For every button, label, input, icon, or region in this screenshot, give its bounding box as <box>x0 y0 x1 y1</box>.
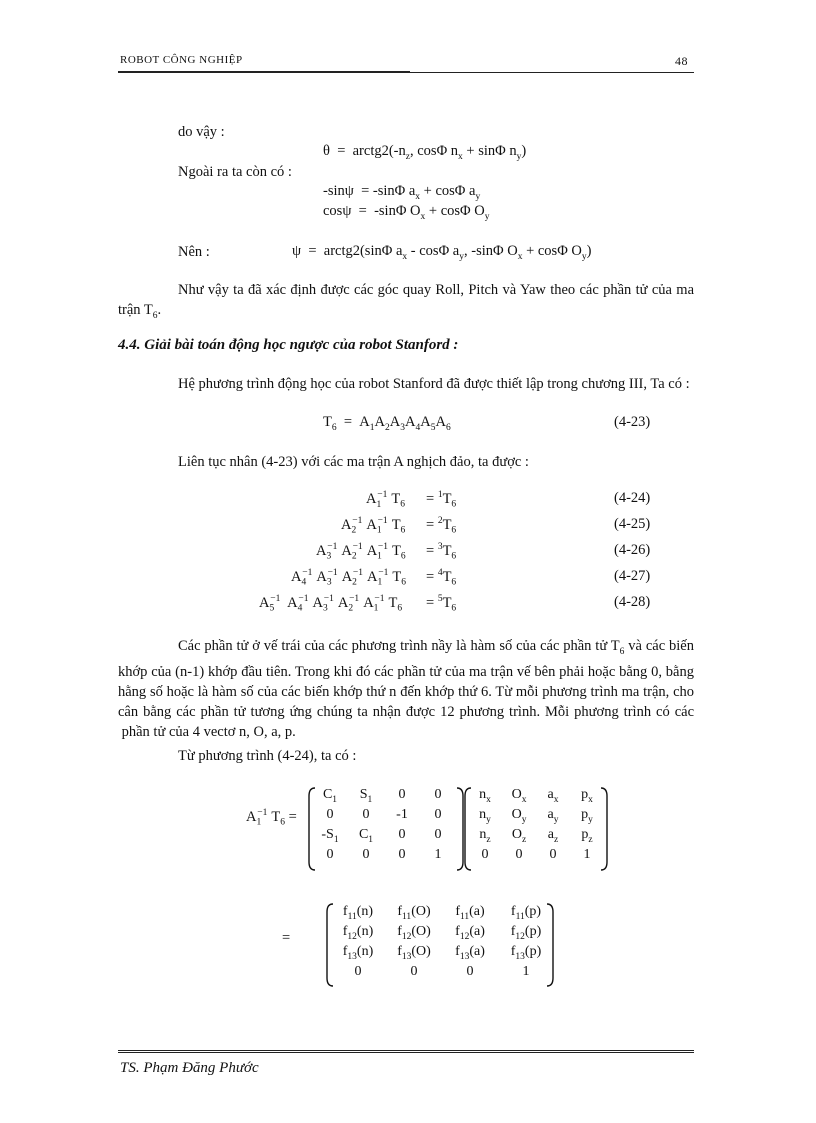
matrix-t-cell: $n_z$ <box>479 827 491 845</box>
matrix-f-cell: 0 <box>466 964 474 979</box>
matrix-t-cell: 0 <box>515 847 523 862</box>
matrix-a-cell: -1 <box>396 807 408 822</box>
matrix-t-cell: 0 <box>481 847 489 862</box>
equation-4-25-rhs: = $^2T_6$ <box>426 516 457 536</box>
matrix-f-cell: $f_{11}(p)$ <box>510 904 542 922</box>
equation-psi: ψ = arctg2(sinΦ $a_x$ - cosΦ $a_y$, -sinΦ $O_x + \cos\Phi$ $O_y$) <box>292 243 592 262</box>
paragraph-stanford: Hệ phương trình động học của robot Stanford đã được thiết lập trong chương III, Ta có : <box>178 376 690 392</box>
matrix-t-cell: $a_z$ <box>547 827 559 845</box>
matrix-a-cell: 0 <box>434 807 442 822</box>
matrix-a-cell: $S_1$ <box>359 787 373 805</box>
matrix-t-cell: 1 <box>583 847 591 862</box>
matrix-t-cell: $O_z$ <box>511 827 527 845</box>
matrix-a-cell: 0 <box>362 807 370 822</box>
equation-theta <box>323 143 526 162</box>
section-heading: 4.4. Giải bài toán động học ngược của robot Stanford : <box>118 337 459 353</box>
matrix-f-cell: $f_{12}(p)$ <box>510 924 542 942</box>
equation-4-28-lhs: $A_5^{-1}$ $A_4^{-1}$ $A_3^{-1}$ $A_2^{-1}$ $A_1^{-1}$ $T_6$ <box>259 594 403 614</box>
equation-t6: $T_6 = A_1A_2A_3A_4A_5A_6$ <box>323 414 451 433</box>
matrix-t-cell: $a_x$ <box>547 787 559 805</box>
matrix-t-cell: $O_x$ <box>511 787 527 805</box>
matrix-a-cell: 0 <box>398 787 406 802</box>
equation-cospsi: cosψ = -sinΦ $O_x + \cos\Phi$ $O_y$ <box>323 203 490 222</box>
matrix-a-cell: 0 <box>398 827 406 842</box>
matrix-f-cell: $f_{13}(O)$ <box>397 944 431 962</box>
equation-4-24-lhs: $A_1^{-1}$ $T_6$ <box>366 490 405 510</box>
equation-sinpsi: -sinψ = -sinΦ $a_x + \cos\Phi$ $a_y$ <box>323 183 481 202</box>
equation-4-25-lhs: $A_2^{-1}$ $A_1^{-1}$ $T_6$ <box>341 516 406 536</box>
matrix-f-cell: $f_{11}(O)$ <box>397 904 431 922</box>
matrix-t-cell: $n_y$ <box>479 807 491 825</box>
matrix-f-cell: $f_{13}(a)$ <box>455 944 485 962</box>
matrix-f-cell: $f_{12}(a)$ <box>455 924 485 942</box>
matrix-a-cell: 0 <box>326 847 334 862</box>
matrix-f-cell: $f_{12}(n)$ <box>342 924 374 942</box>
equation-number-4-28: (4-28) <box>614 594 651 610</box>
matrix-a-cell: 1 <box>434 847 442 862</box>
equation-4-27-rhs: = $^4T_6$ <box>426 568 457 588</box>
matrix-a-cell: 0 <box>326 807 334 822</box>
matrix-a-cell: $-S_1$ <box>321 827 339 845</box>
footer-author: TS. Phạm Đăng Phước <box>120 1060 259 1076</box>
matrix-f-cell: 1 <box>522 964 530 979</box>
equation-number-4-27: (4-27) <box>614 568 651 584</box>
matrix-f-cell: $f_{11}(a)$ <box>455 904 485 922</box>
matrix-a-cell: 0 <box>434 787 442 802</box>
equation-number-4-23: (4-23) <box>614 414 651 430</box>
matrix-f-cell: $f_{11}(n)$ <box>342 904 374 922</box>
matrix-t-cell: $O_y$ <box>511 807 527 825</box>
matrix-a-cell: 0 <box>398 847 406 862</box>
paragraph-roll-pitch-yaw: Như vậy ta đã xác định được các góc quay Roll, Pitch và Yaw theo các phần tử của ma trận $T_6$. <box>118 282 694 321</box>
page-number: 48 <box>675 54 688 68</box>
matrix-t-cell: $p_z$ <box>581 827 593 845</box>
matrix-f-cell: 0 <box>354 964 362 979</box>
equation-4-24-rhs: = $^1T_6$ <box>426 490 457 510</box>
equation-number-4-26: (4-26) <box>614 542 651 558</box>
paragraph-lien-tuc: Liên tục nhân (4-23) với các ma trận A nghịch đảo, ta được : <box>178 454 529 470</box>
matrix-a-cell: 0 <box>434 827 442 842</box>
footer-rule <box>118 1050 694 1051</box>
text-do-vay: do vậy : <box>178 124 225 140</box>
matrix-t-cell: 0 <box>549 847 557 862</box>
matrix-t-cell: $p_y$ <box>581 807 593 825</box>
matrix-f-cell: 0 <box>410 964 418 979</box>
matrix-t-cell: $a_y$ <box>547 807 559 825</box>
matrix-f-cell: $f_{12}(O)$ <box>397 924 431 942</box>
running-header-title: ROBOT CÔNG NGHIỆP <box>120 54 243 66</box>
equation-4-27-lhs: $A_4^{-1}$ $A_3^{-1}$ $A_2^{-1}$ $A_1^{-1}$ $T_6$ <box>291 568 406 588</box>
equation-4-26-lhs: $A_3^{-1}$ $A_2^{-1}$ $A_1^{-1}$ $T_6$ <box>316 542 406 562</box>
matrix-f-cell: $f_{13}(n)$ <box>342 944 374 962</box>
matrix-a-cell: $C_1$ <box>358 827 374 845</box>
equals-sign: = <box>282 930 291 946</box>
text-ngoai-ra: Ngoài ra ta còn có : <box>178 164 292 180</box>
equation-4-26-rhs: = $^3T_6$ <box>426 542 457 562</box>
matrix-lhs: $A_1^{-1}$ $T_6$ = <box>246 808 297 828</box>
matrix-a-cell: $C_1$ <box>322 787 338 805</box>
matrix-t-cell: $p_x$ <box>581 787 593 805</box>
matrix-t-cell: $n_x$ <box>479 787 491 805</box>
eq-theta-part: $\theta = arctg2(-n_z$, cosΦ $n_x + \sin\Phi$ $n_y$) <box>323 143 527 162</box>
text-nen: Nên : <box>178 244 210 260</box>
equation-4-28-rhs: = $^5T_6$ <box>426 594 457 614</box>
matrix-f-cell: $f_{13}(p)$ <box>510 944 542 962</box>
footer-rule-second <box>118 1052 694 1053</box>
matrix-a-cell: 0 <box>362 847 370 862</box>
equation-number-4-24: (4-24) <box>614 490 651 506</box>
equation-number-4-25: (4-25) <box>614 516 651 532</box>
header-rule-thick <box>118 71 410 73</box>
paragraph-cac-phan-tu: Các phần tử ở vế trái của các phương trình nầy là hàm số của các phần tử $T_6$ và các biến khớp của (n-1) khớp đầu tiên. Trong khi đó các phần tử của ma trận vế bên phải hoặc bằng 0, bằng hằng số hoặc là hàm số của các biến khớp thứ n đến khớp thứ 6. Từ mỗi phương trình ma trận, cho cân bằng các phần tử tương ứng chúng ta nhận được 12 phương trình. Mỗi phương trình có các phần tử của 4 vectơ n, O, a, p. <box>118 638 694 740</box>
paragraph-tu-phuong-trinh: Từ phương trình (4-24), ta có : <box>178 748 357 764</box>
